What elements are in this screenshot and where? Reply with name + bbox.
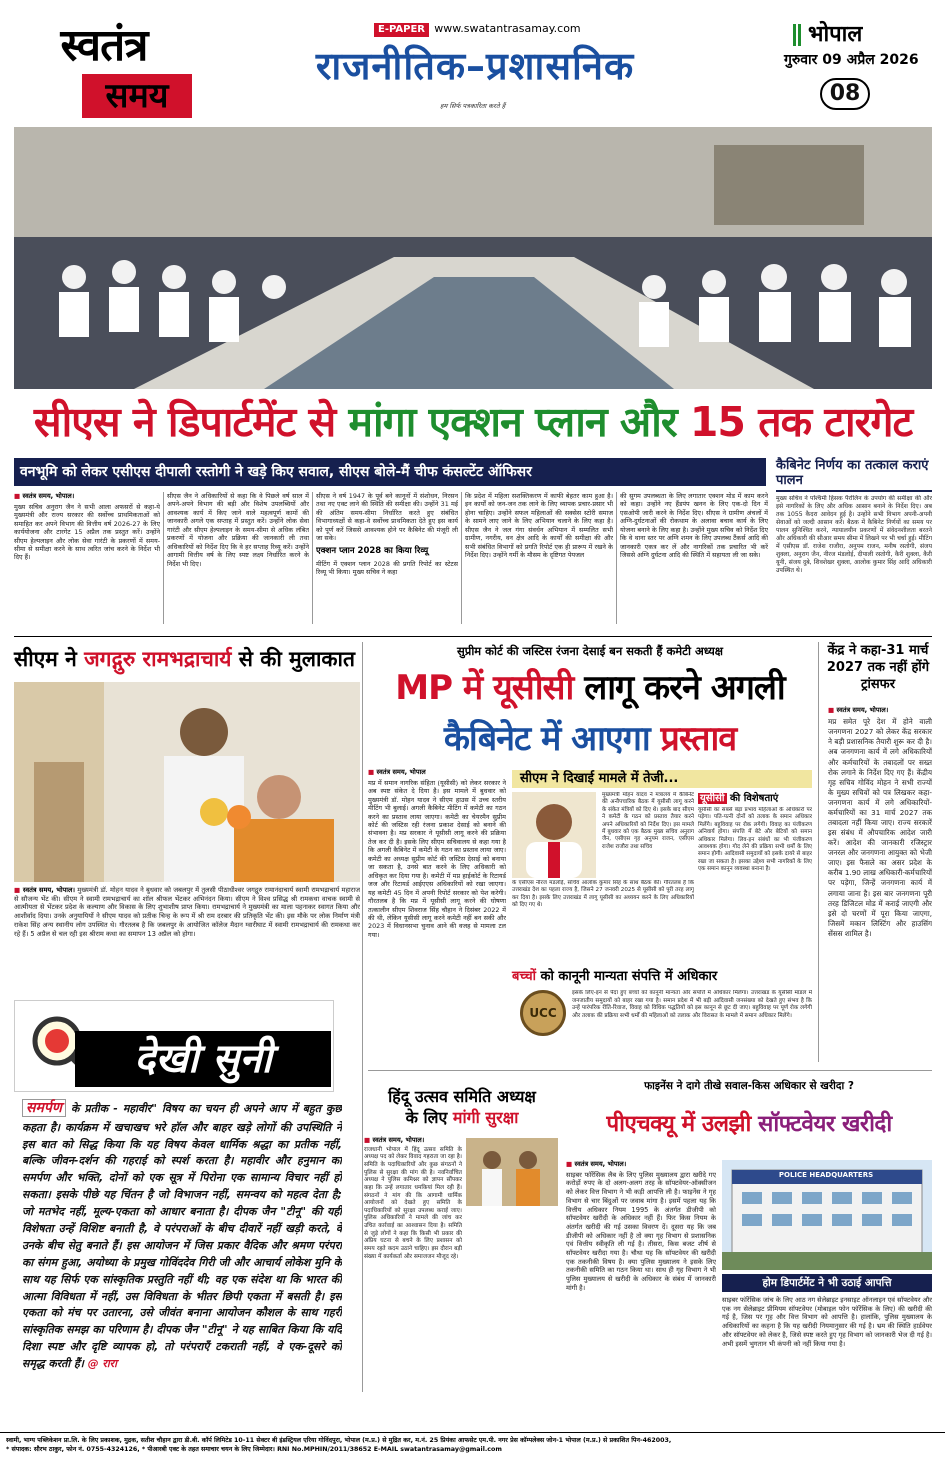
cm-portrait-illustration	[512, 792, 596, 878]
software-body: साइबर फॉरेंसिक लैब के लिए पुलिस मुख्यालय द्वारा खरीदे गए करोड़ों रुपए के दो अलग-अलग तरह के सॉफ्टवेयर-ऑक्सीजन को लेकर वित्त विभाग ने भी कड़ी आपत्ति ली है। फाइनेंस ने गृह विभाग से चार बिंदुओं पर जवाब मांगा है। इसमें पहला यह कि वित्तीय अधिकार नियम 1995 के अंतर्गत डीजीपी को सॉफ्टवेयर खरीदी के अधिकार नहीं हैं। फिर किस नियम के अंतर्गत खरीदी की गई उसका विवरण दें। दूसरा यह कि जब डीजीपी को अधिकार नहीं है तो क्या गृह विभाग से प्रशासनिक एवं वित्तीय स्वीकृति ली गई है। तीसरा, किस बजट शीर्ष से सॉफ्टवेयर खरीदा गया है। चौथा यह कि सॉफ्टवेयर की खरीदी एक तकनीकी विषय है। क्या पुलिस मुख्यालय ने इसके लिए तकनीकी समिति का गठन किया था। साथ ही गृह विभाग ने भी पुलिस मुख्यालय से खरीदी के अधिकार के संबंध में जानकारी मांगी है।	[566, 1170, 716, 1292]
software-box-title: होम डिपार्टमेंट ने भी उठाई आपत्ति	[722, 1274, 932, 1292]
transfer-text	[828, 706, 932, 1066]
hindu-utsav-photo	[466, 1138, 558, 1206]
ucc-logo	[520, 990, 566, 1036]
lead-headline	[14, 394, 932, 450]
dekhi-suni-title: देखी सुनी	[75, 1031, 331, 1087]
transfer-headline: केंद्र ने कहा-31 मार्च 2027 तक नहीं होंगे ट्रांसफर	[826, 643, 930, 692]
lead-col-1	[14, 492, 160, 630]
transfer-body: मप्र समेत पूरे देश में होने वाली जनगणना 2027 को लेकर केंद्र सरकार ने बड़ी प्रशासनिक तैयारी शुरू कर दी है। अब जनगणना कार्य में लगे अधिकारियों और कर्मचारियों के तबादलों पर सख्त रोक लगाने के निर्देश दिए गए हैं। केंद्रीय गृह सचिव गोविंद मोहन ने सभी राज्यों के मुख्य सचिवों को पत्र लिखकर कहा-जनगणना कार्य में लगे अधिकारियों-कर्मचारियों का 31 मार्च 2027 तक तबादला नहीं किया जाए। राज्य सरकारें इस संबंध में औपचारिक आदेश जारी करें। आदेश की जानकारी रजिस्ट्रार जनरल और जनगणना आयुक्त को भेजी जाए। इस फैसले का असर प्रदेश के करीब 1.90 लाख अधिकारी-कर्मचारियों पर पड़ेगा, जिन्हें जनगणना कार्य में लगाया जाना है। इस बार जनगणना पूरी तरह डिजिटल मोड में कराई जाएगी और इसे दो चरणों में पूरा किया जाएगा, जिसमें मकान लिस्टिंग और हाउसिंग सेंसस शामिल है।	[828, 717, 932, 938]
ucc-headline-c: लागू करने अगली	[584, 668, 785, 708]
software-box-body: साइबर फॉरेंसिक जांच के लिए आठ नग सेलेब्राइट इनसाइट ऑनलाइन एवं सॉफ्टवेयर और एक नग सेलेब्राइट प्रीमियम सॉफ्टवेयर (मोबाइल फोन फॉरेंसिक के लिए) की खरीदी की गई है, जिस पर गृह और वित्त विभाग को आपत्ति है। हालांकि, पुलिस मुख्यालय के अधिकारियों का कहना है कि यह खरीदी नियमानुसार की गई है। भ्रम की स्थिति हार्डवेयर और सॉफ्टवेयर को लेकर है, जिसे स्पष्ट करते हुए गृह विभाग को जानकारी भेज दी गई है। अभी इसमें भुगतान भी कंपनी को नहीं किया गया है।	[722, 1296, 932, 1348]
lead-headline-part-a: सीएस ने डिपार्टमेंट से	[33, 398, 336, 446]
issue-date: गुरुवार 09 अप्रैल 2026	[784, 52, 919, 68]
cm-visit-byline: ■ स्वतंत्र समय, भोपाल।	[14, 886, 75, 894]
lead-headline-part-b: मांगा एक्शन प्लान और	[348, 398, 677, 446]
ucc-cm-box-title: सीएम ने दिखाई मामले में तेजी...	[512, 770, 812, 788]
logo	[16, 20, 192, 122]
footer-rule	[0, 1432, 945, 1433]
ucc-features-title-b: की विशेषताएं	[729, 793, 779, 804]
hindu-utsav-byline: ■ स्वतंत्र समय, भोपाल।	[364, 1136, 462, 1145]
cm-visit-text	[14, 886, 360, 986]
ucc-headline-line2	[368, 714, 812, 764]
logo-top-text: स्वतंत्र	[60, 20, 148, 71]
epaper-bar	[374, 22, 614, 36]
lead-subhead: वनभूमि को लेकर एसीएस दीपाली रस्तोगी ने खड़े किए सवाल, सीएस बोले-मैं चीफ कंसल्टेंट ऑफिसर	[20, 464, 532, 480]
dekhi-suni-banner	[14, 1000, 334, 1092]
footer	[6, 1436, 939, 1464]
cabinet-box-title: कैबिनेट निर्णय का तत्काल कराएं पालन	[776, 458, 932, 492]
ucc-headline-line1	[368, 662, 812, 714]
lead-headline-part-c: 15 तक टारगेट	[689, 398, 913, 446]
lead-col-5-text: की सुगम उपलब्धता के लिए लगातार एक्शन मोड में काम करने को कहा। उन्होंने नए हैंडपंप खनन के लिए एक-दो दिन में एसओपी जारी करने के निर्देश दिए। सीएस ने ग्रामीण अंचलों में अग्नि-दुर्घटनाओं की रोकथाम के अलावा बचाव कार्य के लिए योजना बनाने के लिए कहा है। उन्होंने मुख्य सचिव को निर्देश दिए कि वे थाना स्तर पर अग्नि शमन के लिए उपलब्ध टैंकर्स आदि की जानकारी एकत्र कर लें और नागरिकों तक प्रचारित भी करें जिससे अग्नि दुर्घटना आदि की स्थिति में सहायता ली जा सके।	[620, 492, 768, 560]
ucc-children-body: इसके लिए-इन से पैदा हुए बच्चों को कानूनी मान्यता और संपत्ति में अधिकार मिलेगा। उत्तराखंड के यूसीसी मॉडल में जनजातीय समुदायों को बाहर रखा गया है। समान प्रदेश में भी बड़ी आदिवासी जनसंख्या को देखते हुए संभव है कि उन्हें पारंपरिक रीति-रिवाज, विवाह को विधिक पद्धतियों को इस कानून से छूट दी जाए। बहुविवाह पर पूर्ण रोक लगेगी और तलाक की प्रक्रिया सभी धर्मों की महिलाओं को तलाक और विरासत के मामले में समान अधिकार मिलेंगे।	[572, 990, 812, 1019]
ucc-cm-box-body: मुख्यमंत्री मोहन यादव ने मंत्रालय में कैबिनेट की अनौपचारिक बैठक में यूसीसी लागू करने के संकेत मंत्रियों को दिए थे। इसके बाद सीएम ने कमेटी के गठन को प्रस्ताव तैयार करने अपने अधिकारियों को निर्देश दिए। इस मामले में बुधवार को एक बैठक मुख्य सचिव अनुराग जैन, एसीएस गृह अनुपम राजन, एसीएस राजेश राजौरा तथा सचिव	[602, 792, 694, 850]
software-text	[566, 1160, 716, 1392]
footer-line-1: स्वामी, भाग्य पब्लिकेशन प्रा.लि. के लिए प्रकाशक, मुद्रक, सतीश चौहान द्वारा डी.बी. कॉर्प लिमिटेड 10-11 सेक्टर बी इंडस्ट्रियल एरिया गोविंदपुरा, भोपाल (म.प्र.) से मुद्रित कर, म.नं. 25 प्रियंका आफसेट एम.पी. नगर प्रेस कॉम्पलेक्स जोन-1 भोपाल (म.प्र.) से प्रकाशित पिन-462003,	[6, 1437, 672, 1444]
section-title: राजनीतिक–प्रशासनिक	[315, 44, 635, 88]
section-rule	[14, 636, 932, 637]
lead-byline: ■ स्वतंत्र समय, भोपाल।	[14, 492, 160, 501]
dekhi-suni-signature: @ रारा	[87, 1357, 117, 1371]
website-link[interactable]: www.swatantrasamay.com	[434, 22, 581, 35]
footer-line-2: * संपादक: सौरभ ठाकुर, फोन नं. 0755-4324126, * पीआरबी एक्ट के तहत समाचार चयन के लिए जिम्मेदार। RNI No.MPHIN/2011/38652 E-MAIL swatantrasamay@gmail.com	[6, 1446, 502, 1454]
transfer-byline: ■ स्वतंत्र समय, भोपाल।	[828, 706, 932, 715]
divider	[362, 642, 363, 1392]
ucc-headline-e: प्रस्ताव	[660, 719, 737, 759]
hindu-utsav-headline-b: के लिए	[405, 1108, 448, 1127]
hindu-utsav-text	[364, 1136, 462, 1394]
lead-col-3	[316, 492, 458, 630]
software-kicker: फाइनेंस ने दागे तीखे सवाल-किस अधिकार से खरीदा ?	[644, 1080, 854, 1092]
ucc-byline: ■ स्वतंत्र समय, भोपाल	[368, 768, 506, 777]
masthead	[0, 0, 945, 124]
lead-col-1-text: मुख्य सचिव अनुराग जैन ने सभी आला अफसरों से कहा-ये मुख्यमंत्री और राज्य सरकार की सर्वोच्च प्राथमिकताओं को समाहित कर अपने विभाग की वित्तीय वर्ष 2026-27 के लिए कार्ययोजना और टारगेट 15 अप्रैल तक प्रस्तुत करें। उन्होंने सीएम हेल्पलाइन और लोक सेवा गारंटी के प्रकरणों में समय-सीमा से समीक्षा करने के साथ त्वरित जांच करने के निर्देश भी दिए हैं।	[14, 502, 160, 562]
cm-visit-headline-b: जगद्गुरु रामभद्राचार्य	[84, 647, 232, 671]
hindu-utsav-headline	[364, 1086, 560, 1128]
software-headline-b: सॉफ्टवेयर खरीदी	[758, 1111, 892, 1137]
software-headline-a: पीएचक्यू में उलझी	[606, 1111, 751, 1137]
ucc-cm-box	[512, 770, 812, 880]
lead-col-2-text: सीएस जैन ने अधिकारियों से कहा कि वे पिछले वर्ष साल में अपने-अपने विभाग की बड़ी और विशेष उपलब्धियों और आवश्यक कार्य में किए जाने वाले महत्वपूर्ण कामों की जानकारी अगले एक सप्ताह में प्रस्तुत करें। उन्होंने लोक सेवा गारंटी और सीएम हेल्पलाइन के समय-सीमा से अधिक लंबित प्रकरणों में योजना और प्रक्रिया की जानकारी ली तथा अधिकारियों को निर्देश दिए कि वे हर सप्ताह रिव्यू करें। उन्होंने आगामी वित्तीय वर्ष के लिए स्पष्ट लक्ष्य निर्धारित करने के निर्देश भी दिए।	[167, 492, 309, 568]
ucc-headline-a: MP में	[395, 668, 483, 708]
ucc-headline-b: यूसीसी	[493, 668, 574, 708]
divider	[461, 492, 462, 624]
cm-visit-illustration	[14, 682, 360, 882]
lead-col-5	[620, 492, 768, 630]
lead-col-2	[167, 492, 309, 630]
divider	[312, 492, 313, 624]
cm-visit-photo	[14, 682, 360, 882]
phq-photo	[722, 1160, 932, 1270]
hindu-utsav-headline-a: हिंदू उत्सव समिति अध्यक्ष	[388, 1087, 536, 1106]
divider	[163, 492, 164, 624]
ucc-features	[698, 792, 812, 942]
lead-subhead-bar	[14, 458, 766, 486]
ucc-headline-d: कैबिनेट में आएगा	[443, 719, 650, 759]
cm-visit-body: मुख्यमंत्री डॉ. मोहन यादव ने बुधवार को जबलपुर में तुलसी पीठाधीश्वर जगद्गुरु रामानंदाचार्य स्वामी रामभद्राचार्य महाराज से सौजन्य भेंट की। सीएम ने स्वामी रामभद्राचार्य का शॉल श्रीफल भेंटकर अभिनंदन किया। सीएम ने विश्व प्रसिद्ध श्री रामकथा वाचक स्वामी से आत्मीयता से भेंटकर प्रदेश के कल्याण और विकास के लिए शुभाशीष प्राप्त किया। रामभद्राचार्य ने मुख्यमंत्री का माला पहनाकर स्वागत किया और आशीर्वाद दिया। उनके अनुयायियों ने सीएम यादव को प्रतीक चिन्ह के रूप में श्री राम दरबार की प्रतिकृति भेंट की। इस मौके पर लोक निर्माण मंत्री राकेश सिंह अन्य स्थानीय लोग उपस्थित थे। गौरतलब है कि जबलपुर के आयोजित कॉलेज मैदान ग्वारीघाट में स्वामी रामभद्राचार्य की रामकथा कर रहे हैं। 5 अप्रैल से चल रही इस श्रीराम कथा का समापन 13 अप्रैल को होगा।	[14, 886, 360, 938]
city-name: भोपाल	[808, 22, 863, 47]
ucc-features-title	[698, 792, 812, 805]
meeting-room-illustration	[14, 127, 932, 389]
phq-sign: POLICE HEADQUARTERS	[778, 1171, 874, 1179]
lead-col-4	[465, 492, 613, 630]
cabinet-box	[776, 458, 932, 630]
page-number: 08	[820, 78, 870, 110]
ucc-children-title-a: बच्चों	[512, 969, 536, 984]
hindu-utsav-body: राजधानी भोपाल में हिंदू उत्सव समिति के अध्यक्ष पद को लेकर विवाद गहराता जा रहा है। समिति के पदाधिकारियों और कुछ संगठनों ने पुलिस से सुरक्षा की मांग की है। नवनिर्वाचित अध्यक्ष ने पुलिस कमिश्नर को ज्ञापन सौंपकर कहा कि उन्हें लगातार धमकियां मिल रही हैं। संगठनों ने मांग की कि आगामी धार्मिक आयोजनों को देखते हुए समिति के पदाधिकारियों को सुरक्षा उपलब्ध कराई जाए। पुलिस अधिकारियों ने मामले की जांच कर उचित कार्रवाई का आश्वासन दिया है। समिति से जुड़े लोगों ने कहा कि किसी भी प्रकार की अप्रिय घटना से बचने के लिए प्रशासन को समय रहते कदम उठाने चाहिए। इस दौरान बड़ी संख्या में कार्यकर्ता और समाजजन मौजूद रहे।	[364, 1146, 462, 1260]
lead-col-3-subhead: एक्शन प्लान 2028 का किया रिव्यू	[316, 545, 429, 556]
edition-marker	[793, 24, 796, 46]
logo-bottom-text: समय	[105, 76, 169, 116]
cm-visit-headline	[14, 642, 360, 676]
divider	[818, 642, 819, 1062]
ucc-logo-text: UCC	[529, 1006, 557, 1020]
ucc-children-title-b: को कानूनी मान्यता संपत्ति में अधिकार	[540, 969, 718, 984]
lead-col-3-text-a: सीएस ने वर्ष 1947 के पूर्व बने कानूनों में संशोधन, निरसन तथा नए एक्ट लाने की स्थिति की समीक्षा की। उन्होंने 31 मई की अंतिम समय-सीमा निर्धारित करते हुए संबंधित विभागाध्यक्षों से कहा-वे सर्वोच्च प्राथमिकता देते हुए इस कार्य को पूर्ण करें जिससे आवश्यक होने पर कैबिनेट की मंजूरी ली जा सके।	[316, 492, 458, 543]
dekhi-suni-body: के प्रतीक - महावीर" विषय का चयन ही अपने आप में बहुत कुछ कहता है। कार्यक्रम में खचाखच भरे हॉल और बाहर खड़े लोगों की उपस्थिति ने इस बात को सिद्ध किया कि यह विषय केवल धार्मिक श्रद्धा का प्रतीक नहीं, बल्कि जीवन-दर्शन की गहराई को स्पर्श करता है। महावीर और हनुमान का समर्पण और भक्ति, दोनों को एक सूत्र में पिरोना एक सामान्य विचार नहीं हो सकता। इसके पीछे यह चिंतन है जो विभाजन नहीं, समन्वय को महत्व देता है; जो मतभेद नहीं, मूल्य-एकता को आधार बनाता है। दीपक जैन "टीनू" की यही विशेषता उन्हें विशिष्ट बनाती है, वे परंपराओं के बीच दीवारें नहीं खड़ी करते, वे उनके बीच सेतु बनाते हैं। इस आयोजन में जिस प्रकार वैदिक और श्रमण परंपरा का संगम हुआ, अयोध्या के प्रमुख गोविंददेव गिरी जी और आचार्य लोकेश मुनि के साथ यह सिर्फ एक सांस्कृतिक प्रस्तुति नहीं थी; वह एक संदेश था कि भारत की आत्मा विविधता में नहीं, उस विविधता के भीतर छिपी एकता में बसती है। इस एकता को मंच पर उतारना, उसे जीवंत बनाना आयोजन कौशल के साथ गहरी सांस्कृतिक समझ का परिणाम है। दीपक जैन "टीनू" ने यह साबित किया कि यदि दिशा स्पष्ट और दृष्टि व्यापक हो, तो परंपराएँ टकराती नहीं, वे एक-दूसरे को समृद्ध करती हैं।	[22, 1102, 342, 1371]
cm-portrait	[512, 792, 596, 878]
dekhi-suni-label: समर्पण	[22, 1099, 66, 1117]
epaper-label: E-PAPER	[374, 23, 429, 37]
cabinet-box-body: मुख्य सचिव ने पश्चिमी हिंसक पैरोलिन के उपयोग की समीक्षा की और इसे नागरिकों के लिए और अधिक आसान बनाने के निर्देश दिए। अब तक 1055 कैदरा आवेदन हुई है। उन्होंने सभी विभाग अपनी-अपनी सेवाओं को जल्दी आसान करें। बैठक में कैबिनेट निर्णयों का समय पर पालन सुनिश्चित करने, न्यायालयीन प्रकरणों में संवेदनशीलता बरतने और अधिकारी की सीआर समय सीमा में लिखने पर भी चर्चा हुई। मीटिंग में एसीएस डॉ. राजेश राजौरा, अनुपम राजन, मनीष रस्तोगी, संजय शुक्ला, अनुराग जैन, नीरज मंडलोई, दीपाली रस्तोगी, कैरी शुक्ला, कैरी यूनी, संजय दुबे, शिवशेखर शुक्ला, आलोक कुमार सिंह आदि अधिकारी उपस्थित थे।	[776, 495, 932, 575]
logo-bottom-band	[82, 74, 192, 118]
edition-marker-2	[798, 24, 801, 46]
software-byline: ■ स्वतंत्र समय, भोपाल।	[566, 1160, 716, 1169]
dekhi-suni-text	[22, 1098, 342, 1398]
ucc-cm-box-caption: के एसीएस नीरज मंडलोई, सचिव आलोक कुमार सिंह के साथ बैठक की। गौरतलब है कि उत्तराखंड देश का पहला राज्य है, जिसने 27 जनवरी 2025 से यूसीसी को पूरी तरह लागू कर दिया है। इसके लिए उत्तराखंड में लागू यूसीसी का अध्ययन करने के लिए अधिकारियों को दिए गए थे।	[512, 880, 694, 909]
hindu-utsav-headline-c: मांगी सुरक्षा	[452, 1108, 519, 1127]
ucc-features-title-a: यूसीसी	[700, 793, 725, 804]
software-headline	[566, 1098, 932, 1150]
ucc-body	[368, 768, 506, 1086]
ucc-body-text: मप्र में समान नागरिक संहिता (यूसीसी) को लेकर सरकार ने अब स्पष्ट संकेत दे दिया है। इस मामले में बुधवार को मुख्यमंत्री डॉ. मोहन यादव ने सीएम हाउस में उच्च स्तरीय मीटिंग भी बुलाई। अगली कैबिनेट मीटिंग में कमेटी का गठन करने का प्रस्ताव लाया जाएगा। कमेटी का चेयरमैन सुप्रीम कोर्ट की जस्टिस रही रंजना प्रकाश देसाई को बनाने की संभावना है। मप्र सरकार ने यूसीसी लागू करने की प्रक्रिया तेज कर दी है। इसके लिए सीएम सचिवालय से कहा गया है कि अगली कैबिनेट में कमेटी के गठन का प्रस्ताव लाया जाए। कमेटी का अध्यक्ष सुप्रीम कोर्ट की जस्टिस देसाई को बनाया जा सकता है, उनसे बात करने के लिए अधिकारी को अधिकृत कर दिया गया है। कमेटी में मप्र हाईकोर्ट के रिटायर्ड जज और रिटायर्ड आईएएस अधिकारियों को रखा जाएगा। यह कमेटी 45 दिन में अपनी रिपोर्ट सरकार को पेश करेगी। गौरतलब है कि मप्र में यूसीसी लागू करने की घोषणा तत्कालीन सीएम शिवराज सिंह चौहान ने दिसंबर 2022 में की थी, लेकिन यूसीसी लागू करने कमेटी नहीं बन सकी और 2023 में विधानसभा चुनाव आने की वजह से मामला टल गया।	[368, 778, 506, 939]
ucc-children-title	[512, 968, 812, 986]
ucc-kicker: सुप्रीम कोर्ट की जस्टिस रंजना देसाई बन सकती हैं कमेटी अध्यक्ष	[457, 644, 723, 658]
ucc-features-body: यूसीसी का सबसे बड़ा प्रभाव महिलाओं के अधिकारों पर पड़ेगा। पति-पत्नी दोनों को तलाक के समान अधिकार मिलेंगे। बहुविवाह पर रोक लगेगी। विवाह का पंजीकरण अनिवार्य होगा। संपत्ति में बेटे और बेटियों को समान अधिकार मिलेगा। लिव-इन संबंधों का भी पंजीकरण आवश्यक होगा। गोद लेने की प्रक्रिया सभी धर्मों के लिए समान होगी। आदिवासी समुदायों को इसके दायरे से बाहर रखा जा सकता है। इसका उद्देश्य सभी नागरिकों के लिए एक समान कानून व्यवस्था बनाना है।	[698, 807, 812, 872]
lead-col-4-text: कि प्रदेश में महिला सशक्तिकरण में काफी बेहतर काम हुआ है। इन कार्यों को जन-जन तक लाने के लिए व्यापक प्रचार-प्रसार भी होना चाहिए। उन्होंने सफल महिलाओं की सक्सेस स्टोरी समाज के सामने लाए जाने के लिए अभियान चलाने के लिए कहा है। सीएस जैन ने जल गंगा संवर्धन अभियान में सम्मलित सभी ग्रामीण, नगरीय, वन क्षेत्र आदि के कार्यों की समीक्षा की और सभी संबंधित विभागों को प्रगति रिपोर्ट एक ही प्रारूप में रखने के निर्देश दिए। उन्होंने गर्मी के मौसम के दृष्टिगत पेयजल	[465, 492, 613, 560]
tagline: हम सिर्फ पत्रकारिता करते हैं	[440, 102, 506, 110]
divider	[368, 1070, 932, 1071]
divider	[616, 492, 617, 624]
hindu-utsav-illustration	[466, 1138, 558, 1206]
meeting-photo	[14, 127, 932, 389]
cm-visit-headline-a: सीएम ने	[14, 647, 77, 671]
lead-col-3-text-b: मीटिंग में एक्शन प्लान 2028 की प्रगति रिपोर्ट का स्टेटस रिव्यू भी किया। मुख्य सचिव ने कहा	[316, 559, 458, 577]
cm-visit-headline-c: से की मुलाकात	[238, 647, 355, 671]
